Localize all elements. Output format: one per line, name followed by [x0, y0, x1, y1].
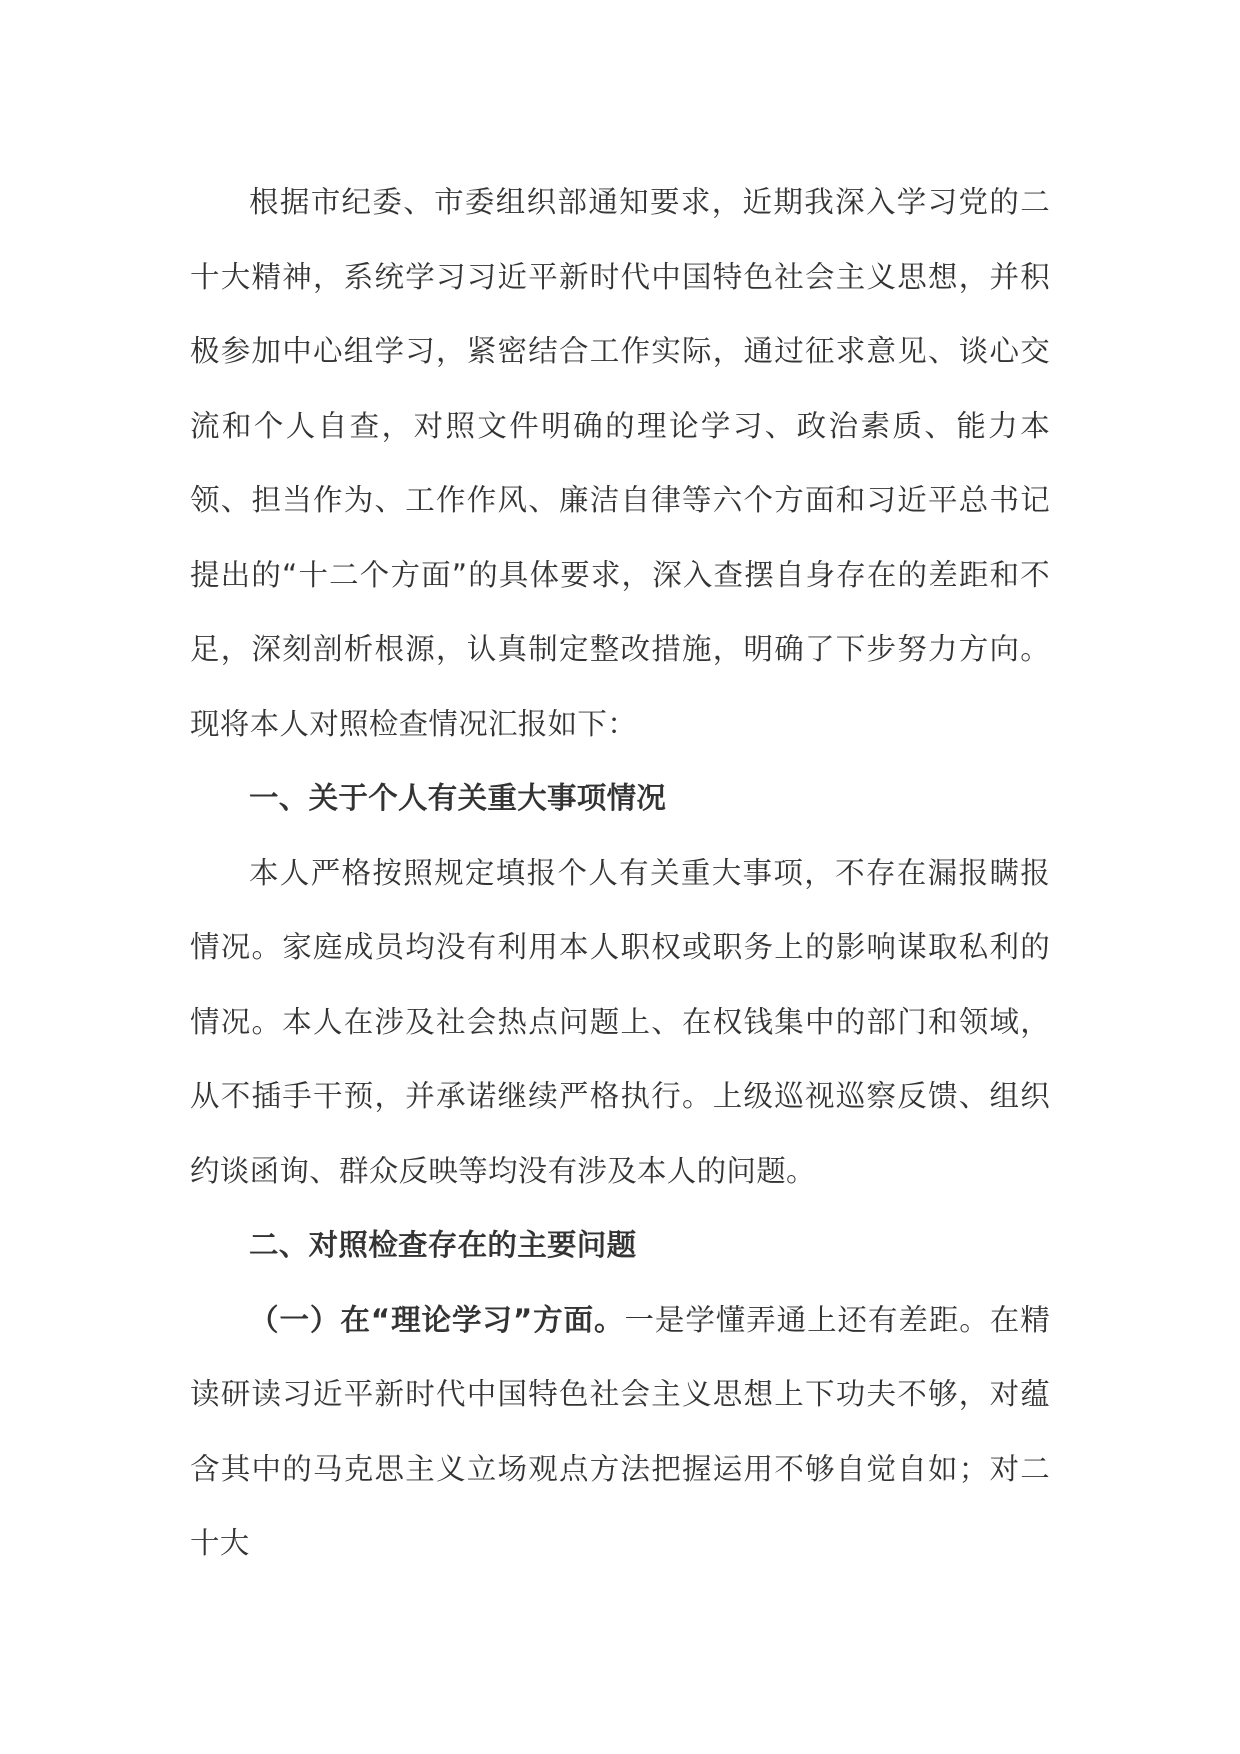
section-heading-1: 一、关于个人有关重大事项情况 — [249, 781, 667, 815]
subsection-text: 一是学懂弄通上还有差距。在精读研读习近平新时代中国特色社会主义思想上下功夫不够，对蕴含其中的马克思主义立场观点方法把握运用不够自觉自如；对二十大 — [190, 1302, 1050, 1560]
subsection-lead: （一）在“理论学习”方面。 — [249, 1302, 625, 1337]
section-2-sub-1-paragraph — [190, 1283, 1050, 1581]
document-body — [190, 165, 1050, 1581]
intro-paragraph: 根据市纪委、市委组织部通知要求，近期我深入学习党的二十大精神，系统学习习近平新时代中国特色社会主义思想，并积极参加中心组学习，紧密结合工作实际，通过征求意见、谈心交流和个人自查，对照文件明确的理论学习、政治素质、能力本领、担当作为、工作作风、廉洁自律等六个方面和习近平总书记提出的“十二个方面”的具体要求，深入查摆自身存在的差距和不足，深刻剖析根源，认真制定整改措施，明确了下步努力方向。现将本人对照检查情况汇报如下： — [190, 185, 1050, 741]
section-heading-2: 二、对照检查存在的主要问题 — [249, 1228, 637, 1262]
section-1-paragraph: 本人严格按照规定填报个人有关重大事项，不存在漏报瞒报情况。家庭成员均没有利用本人职权或职务上的影响谋取私利的情况。本人在涉及社会热点问题上、在权钱集中的部门和领域，从不插手干预，并承诺继续严格执行。上级巡视巡察反馈、组织约谈函询、群众反映等均没有涉及本人的问题。 — [190, 855, 1050, 1188]
